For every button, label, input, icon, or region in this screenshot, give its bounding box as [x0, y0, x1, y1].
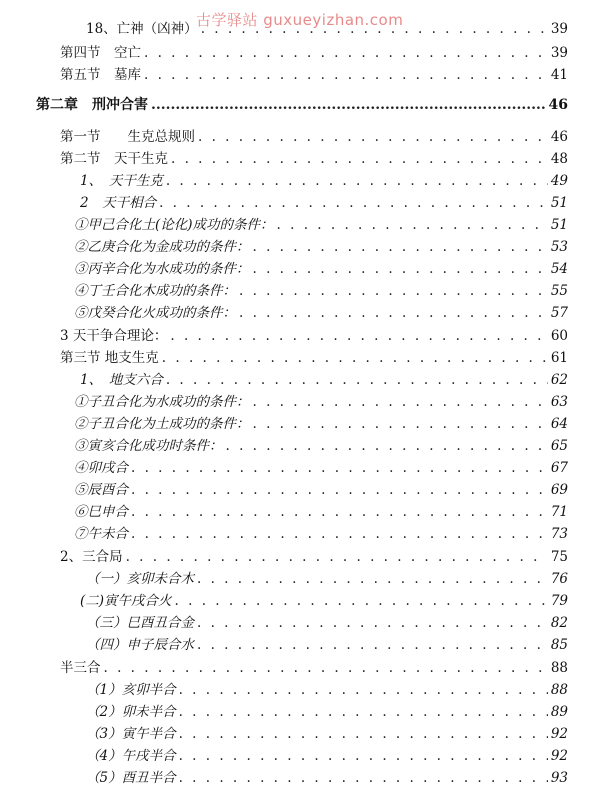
toc-leader-dots: [131, 460, 548, 476]
toc-entry[interactable]: [86, 722, 568, 742]
toc-entry[interactable]: [60, 41, 568, 61]
toc-page-number: 85: [550, 637, 568, 653]
toc-entry[interactable]: [86, 567, 568, 587]
toc-entry[interactable]: [74, 456, 568, 476]
toc-entry[interactable]: [60, 147, 568, 167]
toc-page-number: 73: [550, 526, 568, 542]
toc-page-number: 48: [550, 151, 568, 167]
toc-page-number: 71: [550, 504, 568, 520]
toc-entry[interactable]: [74, 500, 568, 520]
toc-leader-dots: [253, 394, 548, 410]
toc-entry[interactable]: [80, 169, 568, 189]
toc-page-number: 39: [550, 21, 568, 37]
toc-page-number: 49: [550, 173, 568, 189]
toc-page-number: 67: [550, 460, 568, 476]
toc-leader-dots: [179, 682, 548, 698]
toc-leader-dots: [239, 305, 548, 321]
toc-chapter-entry[interactable]: [36, 94, 568, 114]
toc-entry-label: 2、三合局: [60, 549, 123, 565]
toc-entry[interactable]: [60, 63, 568, 83]
toc-leader-dots: [166, 173, 548, 189]
toc-entry-label: 18、亡神（凶神）: [86, 21, 198, 37]
toc-leader-dots: [126, 549, 548, 565]
toc-leader-dots: [179, 726, 548, 742]
toc-page-number: 93: [550, 770, 568, 786]
toc-entry[interactable]: [74, 412, 568, 432]
toc-entry[interactable]: [80, 589, 568, 609]
toc-page-number: 88: [550, 660, 568, 676]
toc-entry[interactable]: [86, 633, 568, 653]
toc-page-number: 64: [550, 416, 568, 432]
toc-leader-dots: [201, 21, 548, 37]
toc-entry-label: ②乙庚合化为金成功的条件：: [74, 239, 250, 255]
toc-entry[interactable]: [60, 656, 568, 676]
toc-entry[interactable]: [86, 700, 568, 720]
toc-entry-label: ⑤辰酉合: [74, 482, 128, 498]
toc-entry[interactable]: [74, 279, 568, 299]
toc-entry-label: （一）亥卯未合木: [86, 571, 194, 587]
toc-entry-label: ①甲己合化土(论化)成功的条件：: [74, 217, 274, 233]
watermark-text: 古学驿站 guxueyizhan.com: [196, 11, 404, 29]
toc-entry[interactable]: [74, 390, 568, 410]
toc-entry[interactable]: [86, 678, 568, 698]
toc-leader-dots: [197, 571, 548, 587]
toc-page-number: 63: [550, 394, 568, 410]
toc-entry-label: ④卯戌合: [74, 460, 128, 476]
toc-entry-label: 第五节 墓库: [60, 67, 141, 83]
toc-leader-dots: [104, 660, 548, 676]
toc-entry-label: 第三节 地支生克: [60, 350, 159, 366]
toc-leader-dots: [162, 350, 548, 366]
toc-entry-label: 3 天干争合理论：: [60, 328, 168, 344]
toc-leader-dots: [144, 67, 548, 83]
toc-entry[interactable]: [80, 368, 568, 388]
toc-entry-label: 第一节 生克总规则: [60, 129, 195, 145]
toc-page-number: 51: [550, 195, 568, 211]
toc-page-number: 46: [550, 129, 568, 145]
toc-leader-dots: [253, 239, 548, 255]
toc-entry-label: ⑥巳申合: [74, 504, 128, 520]
toc-entry[interactable]: [74, 257, 568, 277]
toc-entry[interactable]: [60, 545, 568, 565]
toc-leader-dots: [131, 526, 548, 542]
toc-leader-dots: [144, 45, 548, 61]
toc-leader-dots: [226, 438, 548, 454]
toc-leader-dots: [175, 593, 548, 609]
toc-entry[interactable]: [60, 324, 568, 344]
toc-leader-dots: [179, 748, 548, 764]
toc-entry[interactable]: [86, 17, 568, 37]
toc-page-number: 92: [550, 748, 568, 764]
toc-entry-label: 第二章 刑冲合害: [36, 97, 148, 113]
toc-page-number: 89: [550, 704, 568, 720]
toc-entry[interactable]: [74, 434, 568, 454]
toc-leader-dots: [166, 372, 548, 388]
toc-entry-label: ③丙辛合化为水成功的条件：: [74, 261, 250, 277]
toc-page-number: 92: [550, 726, 568, 742]
toc-entry-label: （3）寅午半合: [86, 726, 176, 742]
toc-entry-label: ④丁壬合化木成功的条件：: [74, 283, 236, 299]
toc-page-number: 55: [550, 283, 568, 299]
toc-page-number: 62: [550, 372, 568, 388]
toc-entry[interactable]: [86, 611, 568, 631]
toc-entry[interactable]: [60, 346, 568, 366]
toc-leader-dots: [179, 770, 548, 786]
toc-entry[interactable]: [74, 478, 568, 498]
toc-entry[interactable]: [80, 191, 568, 211]
toc-entry-label: ②子丑合化为土成功的条件：: [74, 416, 250, 432]
toc-page-number: 69: [550, 482, 568, 498]
toc-leader-dots: [277, 217, 548, 233]
toc-entry-label: 2 天干相合: [80, 195, 157, 211]
toc-entry[interactable]: [74, 235, 568, 255]
toc-leader-dots: [131, 504, 548, 520]
toc-entry-label: 半三合: [60, 660, 101, 676]
toc-entry-label: 第二节 天干生克: [60, 151, 168, 167]
toc-page-number: 57: [550, 305, 568, 321]
toc-leader-dots: [198, 129, 548, 145]
toc-page-number: 82: [550, 615, 568, 631]
toc-page-number: 61: [550, 350, 568, 366]
toc-leader-dots: [179, 704, 548, 720]
toc-page-number: 65: [550, 438, 568, 454]
toc-entry-label: ⑤戊癸合化火成功的条件：: [74, 305, 236, 321]
toc-leader-dots: [131, 482, 548, 498]
toc-entry-label: (二)寅午戌合火: [80, 593, 172, 609]
toc-entry[interactable]: [60, 125, 568, 145]
toc-leader-dots: [171, 151, 548, 167]
toc-entry-label: ③寅亥合化成功时条件：: [74, 438, 223, 454]
toc-entry-label: （三）巳酉丑合金: [86, 615, 194, 631]
toc-entry-label: （1）亥卯半合: [86, 682, 176, 698]
toc-leader-dots: [253, 261, 548, 277]
toc-page-number: 79: [550, 593, 568, 609]
toc-leader-dots: [239, 283, 548, 299]
toc-entry-label: 第四节 空亡: [60, 45, 141, 61]
toc-entry[interactable]: [74, 301, 568, 321]
toc-page-number: 76: [550, 571, 568, 587]
toc-entry[interactable]: [74, 522, 568, 542]
toc-entry-label: （5）酉丑半合: [86, 770, 176, 786]
toc-page-number: 46: [548, 97, 568, 113]
toc-entry-label: 1、 地支六合: [80, 372, 163, 388]
toc-entry-label: （2）卯未半合: [86, 704, 176, 720]
toc-entry-label: ①子丑合化为水成功的条件：: [74, 394, 250, 410]
toc-page-number: 54: [550, 261, 568, 277]
toc-leader-dots: [170, 328, 547, 344]
toc-page-number: 60: [550, 328, 568, 344]
toc-entry[interactable]: [86, 766, 568, 786]
toc-entry[interactable]: [86, 744, 568, 764]
toc-page-number: 53: [550, 239, 568, 255]
toc-entry[interactable]: [74, 213, 568, 233]
toc-entry-label: （4）午戌半合: [86, 748, 176, 764]
toc-leader-dots: [253, 416, 548, 432]
toc-entry-label: 1、 天干生克: [80, 173, 163, 189]
toc-entry-label: （四）申子辰合水: [86, 637, 194, 653]
toc-page-number: 75: [550, 549, 568, 565]
toc-leader-dots: [151, 97, 546, 113]
toc-page-number: 39: [550, 45, 568, 61]
toc-leader-dots: [159, 195, 548, 211]
toc-page-number: 41: [550, 67, 568, 83]
toc-page-number: 88: [550, 682, 568, 698]
toc-entry-label: ⑦午未合: [74, 526, 128, 542]
toc-leader-dots: [197, 615, 548, 631]
toc-leader-dots: [197, 637, 548, 653]
toc-page-number: 51: [550, 217, 568, 233]
